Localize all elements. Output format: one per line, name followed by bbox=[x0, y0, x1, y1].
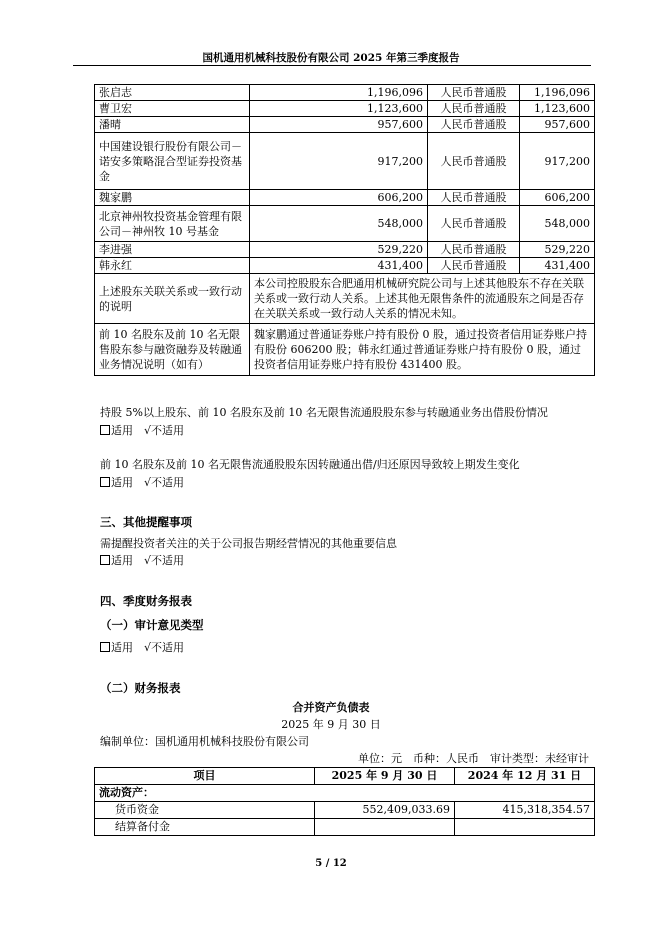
balance-sheet-title: 合并资产负债表 bbox=[292, 701, 370, 714]
shareholders-table bbox=[94, 84, 595, 376]
share-count: 957,600 bbox=[520, 117, 595, 133]
change-title: 前 10 名股东及前 10 名无限售流通股股东因转融通出借/归还原因导致较上期发生变化 bbox=[100, 458, 520, 471]
share-type: 人民币普通股 bbox=[428, 206, 520, 242]
share-type: 人民币普通股 bbox=[428, 190, 520, 206]
applicable-label: 适用 bbox=[111, 554, 133, 567]
table-row bbox=[95, 190, 595, 206]
shareholder-name: 潘晴 bbox=[95, 117, 250, 133]
shareholder-qty: 548,000 bbox=[250, 206, 428, 242]
balance-sheet-table bbox=[94, 767, 595, 836]
prior-value: 415,318,354.57 bbox=[455, 802, 595, 819]
other-desc: 需提醒投资者关注的关于公司报告期经营情况的其他重要信息 bbox=[100, 537, 397, 550]
share-count: 1,123,600 bbox=[520, 101, 595, 117]
shareholder-qty: 1,123,600 bbox=[250, 101, 428, 117]
shareholder-qty: 1,196,096 bbox=[250, 85, 428, 101]
share-type: 人民币普通股 bbox=[428, 117, 520, 133]
prior-value bbox=[455, 819, 595, 836]
share-type: 人民币普通股 bbox=[428, 242, 520, 258]
share-type: 人民币普通股 bbox=[428, 101, 520, 117]
table-row bbox=[95, 133, 595, 190]
shareholder-qty: 606,200 bbox=[250, 190, 428, 206]
table-row bbox=[95, 802, 595, 819]
shareholder-qty: 917,200 bbox=[250, 133, 428, 190]
share-count: 548,000 bbox=[520, 206, 595, 242]
header-divider bbox=[73, 65, 591, 66]
current-value bbox=[315, 819, 455, 836]
shareholder-qty: 431,400 bbox=[250, 258, 428, 274]
column-header: 项目 bbox=[95, 768, 315, 785]
table-row bbox=[95, 117, 595, 133]
share-count: 606,200 bbox=[520, 190, 595, 206]
table-row bbox=[95, 101, 595, 117]
note-label: 前 10 名股东及前 10 名无限售股东参与融资融券及转融通业务情况说明（如有） bbox=[95, 324, 250, 376]
other-heading: 三、其他提醒事项 bbox=[100, 515, 192, 529]
applicable-label: 适用 bbox=[111, 424, 133, 437]
shareholder-name: 韩永红 bbox=[95, 258, 250, 274]
checkbox-icon bbox=[100, 477, 110, 487]
checkbox-icon bbox=[100, 555, 110, 565]
share-count: 529,220 bbox=[520, 242, 595, 258]
share-count: 1,196,096 bbox=[520, 85, 595, 101]
category-label: 流动资产： bbox=[95, 785, 595, 802]
checkbox-icon bbox=[100, 642, 110, 652]
lending-title: 持股 5%以上股东、前 10 名股东及前 10 名无限售流通股股东参与转融通业务出借股份情况 bbox=[100, 406, 548, 419]
other-options bbox=[100, 552, 184, 568]
shareholder-name: 张启志 bbox=[95, 85, 250, 101]
applicable-label: 适用 bbox=[111, 641, 133, 654]
shareholder-qty: 957,600 bbox=[250, 117, 428, 133]
category-row bbox=[95, 785, 595, 802]
table-row bbox=[95, 819, 595, 836]
lending-options bbox=[100, 422, 184, 438]
shareholder-name: 李进强 bbox=[95, 242, 250, 258]
table-row bbox=[95, 206, 595, 242]
column-header: 2024 年 12 月 31 日 bbox=[455, 768, 595, 785]
table-row bbox=[95, 274, 595, 324]
shareholder-name: 魏家鹏 bbox=[95, 190, 250, 206]
share-count: 431,400 bbox=[520, 258, 595, 274]
table-row bbox=[95, 85, 595, 101]
share-type: 人民币普通股 bbox=[428, 85, 520, 101]
page-number: 5 / 12 bbox=[315, 858, 347, 869]
audit-heading: （一）审计意见类型 bbox=[100, 618, 204, 632]
shareholder-name: 北京神州牧投资基金管理有限公司－神州牧 10 号基金 bbox=[95, 206, 250, 242]
note-text: 魏家鹏通过普通证券账户持有股份 0 股，通过投资者信用证券账户持有股份 606200 股；韩永红通过普通证券账户持有股份 0 股，通过投资者信用证券账户持有股份 431400 股。 bbox=[250, 324, 595, 376]
statements-heading: （二）财务报表 bbox=[100, 681, 181, 695]
not-applicable-label: √不适用 bbox=[144, 554, 185, 567]
share-type: 人民币普通股 bbox=[428, 133, 520, 190]
financial-heading: 四、季度财务报表 bbox=[100, 594, 192, 608]
table-row bbox=[95, 242, 595, 258]
share-type: 人民币普通股 bbox=[428, 258, 520, 274]
table-row bbox=[95, 324, 595, 376]
note-text: 本公司控股股东合肥通用机械研究院公司与上述其他股东不存在关联关系或一致行动人关系。上述其他无限售条件的流通股东之间是否存在关联关系或一致行动人关系的情况未知。 bbox=[250, 274, 595, 324]
current-value: 552,409,033.69 bbox=[315, 802, 455, 819]
change-options bbox=[100, 474, 184, 490]
unit-line: 单位：元 币种：人民币 审计类型：未经审计 bbox=[358, 752, 589, 765]
item-label: 货币资金 bbox=[95, 802, 315, 819]
note-label: 上述股东关联关系或一致行动的说明 bbox=[95, 274, 250, 324]
not-applicable-label: √不适用 bbox=[144, 476, 185, 489]
table-row bbox=[95, 258, 595, 274]
shareholder-qty: 529,220 bbox=[250, 242, 428, 258]
share-count: 917,200 bbox=[520, 133, 595, 190]
report-header: 国机通用机械科技股份有限公司 2025 年第三季度报告 bbox=[202, 52, 460, 64]
audit-options bbox=[100, 639, 184, 655]
column-header: 2025 年 9 月 30 日 bbox=[315, 768, 455, 785]
not-applicable-label: √不适用 bbox=[144, 424, 185, 437]
applicable-label: 适用 bbox=[111, 476, 133, 489]
item-label: 结算备付金 bbox=[95, 819, 315, 836]
company-name: 编制单位：国机通用机械科技股份有限公司 bbox=[100, 735, 309, 748]
not-applicable-label: √不适用 bbox=[144, 641, 185, 654]
table-header-row bbox=[95, 768, 595, 785]
shareholder-name: 曹卫宏 bbox=[95, 101, 250, 117]
balance-sheet-date: 2025 年 9 月 30 日 bbox=[281, 718, 381, 731]
checkbox-icon bbox=[100, 425, 110, 435]
shareholder-name: 中国建设银行股份有限公司－诺安多策略混合型证券投资基金 bbox=[95, 133, 250, 190]
